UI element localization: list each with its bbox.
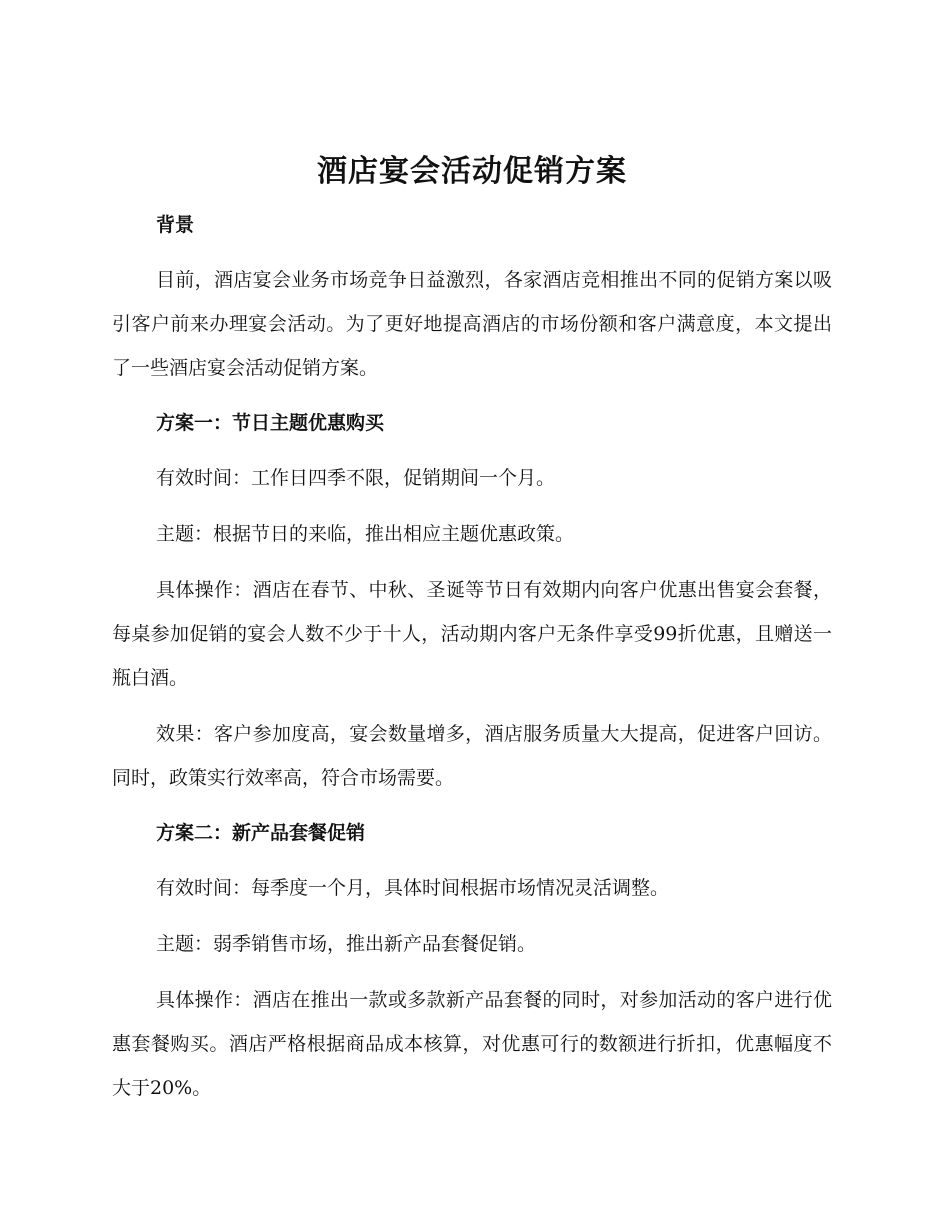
plan-1-validity: 有效时间：工作日四季不限，促销期间一个月。 <box>156 467 556 489</box>
background-paragraph: 目前，酒店宴会业务市场竞争日益激烈，各家酒店竞相推出不同的促销方案以吸引客户前来办理宴会活动。为了更好地提高酒店的市场份额和客户满意度，本文提出了一些酒店宴会活动促销方案。 <box>112 269 832 379</box>
document-title: 酒店宴会活动促销方案 <box>317 154 627 189</box>
section-heading-background: 背景 <box>156 214 195 236</box>
section-heading-plan-1: 方案一：节日主题优惠购买 <box>156 412 385 434</box>
plan-2-validity: 有效时间：每季度一个月，具体时间根据市场情况灵活调整。 <box>156 877 670 899</box>
plan-2-theme: 主题：弱季销售市场，推出新产品套餐促销。 <box>156 933 537 955</box>
plan-2-operation: 具体操作：酒店在推出一款或多款新产品套餐的同时，对参加活动的客户进行优惠套餐购买。酒店严格根据商品成本核算，对优惠可行的数额进行折扣，优惠幅度不大于20%。 <box>112 989 832 1099</box>
plan-1-effect: 效果：客户参加度高，宴会数量增多，酒店服务质量大大提高，促进客户回访。同时，政策实行效率高，符合市场需要。 <box>112 723 832 789</box>
plan-1-operation: 具体操作：酒店在春节、中秋、圣诞等节日有效期内向客户优惠出售宴会套餐，每桌参加促销的宴会人数不少于十人，活动期内客户无条件享受99折优惠，且赠送一瓶白酒。 <box>112 579 832 689</box>
plan-1-theme: 主题：根据节日的来临，推出相应主题优惠政策。 <box>156 523 575 545</box>
document-body <box>112 150 832 1110</box>
section-heading-plan-2: 方案二：新产品套餐促销 <box>156 822 366 844</box>
